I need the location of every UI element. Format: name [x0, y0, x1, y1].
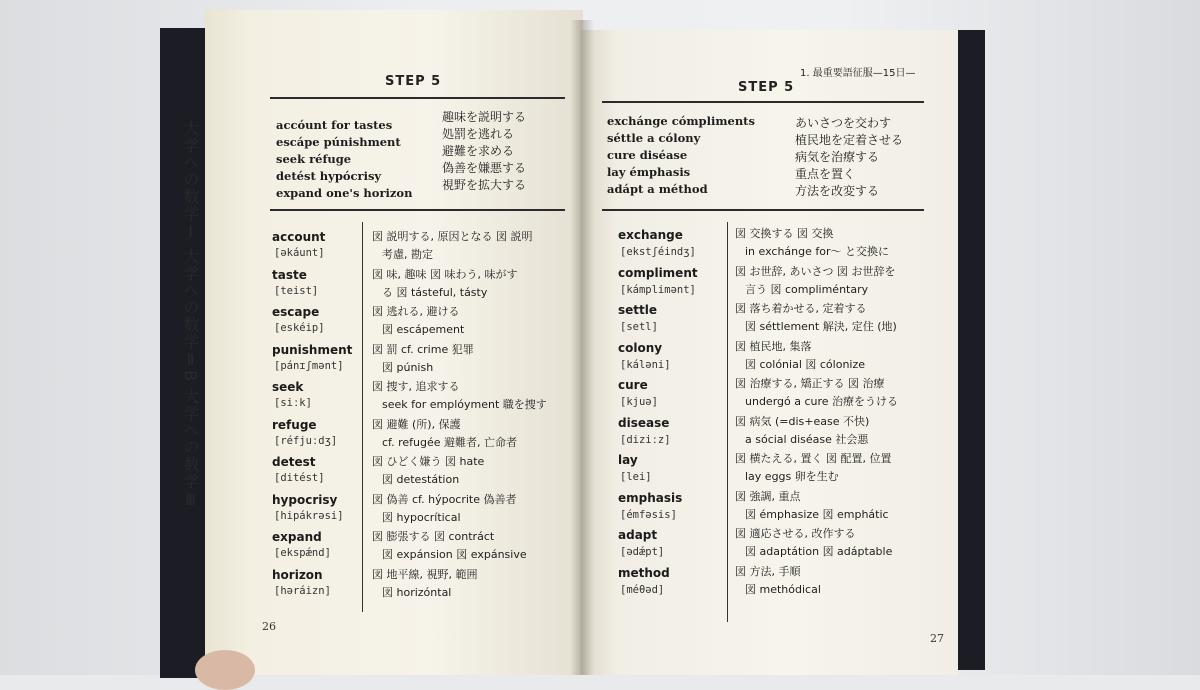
left-step-title: STEP 5 — [385, 74, 442, 89]
right-entry-word: exchange — [618, 228, 683, 242]
right-idiom-japanese: 重点を置く — [795, 167, 856, 181]
left-entry-pronunciation: [pánɪʃmənt] — [274, 359, 344, 372]
left-entry-definition: cf. refugée 避難者, 亡命者 — [382, 435, 518, 449]
left-entry-pronunciation: [əkáunt] — [274, 247, 325, 259]
left-entry-definition: 図 expánsion 図 expánsive — [382, 548, 527, 561]
right-entry-word: adapt — [618, 528, 658, 542]
left-entry-definition: 図 escápement — [382, 323, 465, 336]
right-entry-definition: 図 適応させる, 改作する — [735, 527, 856, 540]
right-entry-pronunciation: [ekstʃéindʒ] — [620, 246, 696, 258]
left-entry-pronunciation: [ekspǽnd] — [274, 547, 331, 559]
left-entry-word: horizon — [272, 567, 323, 582]
left-entry-definition: 図 逃れる, 避ける — [372, 305, 460, 318]
left-entry-word: seek — [272, 380, 304, 394]
left-entry-definition: 図 説明する, 原因となる 図 説明 — [372, 230, 533, 243]
left-idiom-japanese: 処罰を逃れる — [442, 127, 515, 141]
right-idiom-english: exchánge cómpliments — [607, 114, 755, 128]
right-entry-definition: 図 強調, 重点 — [735, 489, 801, 503]
right-page-number: 27 — [930, 632, 944, 645]
left-entry-definition: 図 ひどく嫌う 図 hate — [372, 455, 485, 468]
spine-text: 大学への数学Ⅰ 大学への数学ⅡB 大学への数学Ⅲ — [181, 120, 200, 511]
right-entry-pronunciation: [diziːz] — [620, 433, 671, 446]
right-entry-pronunciation: [ədǽpt] — [620, 546, 665, 558]
right-entry-definition: 図 治療する, 矯正する 図 治療 — [735, 377, 885, 390]
left-entry-definition: 図 罰 cf. crime 犯罪 — [372, 342, 474, 356]
left-idiom-japanese: 趣味を説明する — [442, 110, 527, 124]
right-idiom-japanese: 植民地を定着させる — [795, 133, 904, 147]
right-entry-definition: 図 病気 (=dis+ease 不快) — [735, 414, 870, 428]
right-entry-word: settle — [618, 303, 658, 317]
left-entry-word: escape — [272, 305, 320, 319]
right-idiom-english: adápt a méthod — [607, 182, 708, 196]
right-entry-word: emphasis — [618, 490, 683, 505]
left-entry-definition: 図 detestátion — [382, 473, 460, 486]
left-entry-definition: 図 偽善 cf. hýpocrite 偽善者 — [372, 492, 517, 506]
right-step-title: STEP 5 — [738, 80, 795, 95]
right-entry-pronunciation: [méθəd] — [620, 583, 665, 596]
left-idiom-japanese: 偽善を嫌悪する — [442, 161, 527, 175]
right-entry-definition: 図 落ち着かせる, 定着する — [735, 302, 867, 315]
left-entry-pronunciation: [réfjuːdʒ] — [274, 434, 338, 447]
right-idiom-english: cure diséase — [607, 148, 688, 162]
left-page-number: 26 — [262, 620, 276, 633]
left-idiom-english: seek réfuge — [276, 152, 352, 166]
left-entry-pronunciation: [hipákrəsi] — [274, 509, 344, 522]
left-entry-definition: る 図 tásteful, tásty — [382, 285, 488, 299]
right-entry-definition: 図 colónial 図 cólonize — [745, 357, 866, 371]
right-entry-pronunciation: [kálәni] — [620, 358, 671, 371]
left-entry-word: detest — [272, 455, 316, 469]
right-entry-definition: 図 émphasize 図 emphátic — [745, 507, 889, 521]
right-entry-pronunciation: [lei] — [620, 471, 652, 483]
left-entry-pronunciation: [həráizn] — [274, 584, 331, 597]
left-idiom-english: accóunt for tastes — [276, 118, 393, 132]
right-entry-word: colony — [618, 340, 663, 355]
left-entry-definition: 図 地平線, 視野, 範囲 — [372, 567, 478, 581]
left-entry-definition: 図 púnish — [382, 360, 434, 374]
right-entry-pronunciation: [setl] — [620, 321, 658, 333]
right-entry-definition: 言う 図 compliméntary — [745, 282, 869, 296]
finger — [195, 650, 255, 690]
left-entry-definition: seek for emplóyment 職を捜す — [382, 398, 547, 411]
right-column-rule — [727, 222, 728, 622]
right-entry-pronunciation: [kámplimənt] — [620, 283, 696, 296]
right-entry-definition: 図 séttlement 解決, 定住 (地) — [745, 320, 897, 333]
right-entry-definition: undergó a cure 治療をうける — [745, 395, 899, 408]
left-entry-pronunciation: [eskéip] — [274, 322, 325, 334]
right-entry-definition: 図 methódical — [745, 582, 821, 596]
right-entry-definition: 図 adaptátion 図 adáptable — [745, 545, 893, 558]
left-entry-definition: 図 捜す, 追求する — [372, 380, 460, 393]
right-entry-definition: 図 横たえる, 置く 図 配置, 位置 — [735, 452, 892, 465]
left-idiom-bottom-rule — [270, 209, 565, 211]
left-entry-definition: 考慮, 勘定 — [382, 248, 433, 261]
left-entry-definition: 図 避難 (所), 保護 — [372, 417, 461, 431]
right-idiom-japanese: 病気を治療する — [795, 150, 880, 164]
right-entry-word: compliment — [618, 265, 698, 280]
right-entry-definition: in exchánge for〜 と交換に — [745, 245, 890, 258]
left-entry-definition: 図 horizóntal — [382, 585, 452, 599]
right-entry-definition: 図 お世辞, あいさつ 図 お世辞を — [735, 264, 896, 278]
right-entry-definition: 図 交換する 図 交換 — [735, 227, 834, 240]
right-entry-word: disease — [618, 415, 670, 430]
left-entry-pronunciation: [ditést] — [274, 472, 325, 484]
right-entry-definition: 図 方法, 手順 — [735, 564, 801, 578]
left-entry-definition: 図 hypocrítical — [382, 510, 461, 524]
left-entry-definition: 図 味, 趣味 図 味わう, 味がす — [372, 267, 518, 281]
right-entry-definition: lay eggs 卵を生む — [745, 470, 839, 483]
left-entry-pronunciation: [teist] — [274, 284, 319, 297]
left-entry-word: punishment — [272, 342, 353, 357]
left-idiom-japanese: 視野を拡大する — [442, 178, 527, 192]
book-gutter-shadow — [570, 20, 594, 675]
right-idiom-english: lay émphasis — [607, 165, 691, 179]
right-entry-word: cure — [618, 378, 648, 392]
right-entry-definition: a sócial diséase 社会悪 — [745, 432, 869, 446]
right-entry-pronunciation: [émfəsis] — [620, 508, 677, 521]
right-entry-word: method — [618, 565, 670, 580]
right-idiom-bottom-rule — [602, 209, 924, 211]
left-entry-word: refuge — [272, 417, 317, 432]
right-running-header: 1. 最重要語征服—15日— — [800, 68, 916, 79]
left-entry-definition: 図 膨張する 図 contráct — [372, 530, 495, 543]
right-entry-word: lay — [618, 453, 638, 467]
right-idiom-top-rule — [602, 101, 924, 103]
left-idiom-english: escápe púnishment — [276, 135, 401, 149]
right-idiom-english: séttle a cólony — [607, 131, 701, 145]
left-idiom-top-rule — [270, 97, 565, 99]
right-entry-pronunciation: [kjuə] — [620, 396, 658, 408]
right-idiom-japanese: 方法を改変する — [795, 184, 880, 198]
left-entry-word: expand — [272, 530, 322, 544]
right-entry-definition: 図 植民地, 集落 — [735, 339, 812, 353]
left-entry-word: account — [272, 230, 326, 244]
left-entry-word: taste — [272, 267, 307, 282]
right-idiom-japanese: あいさつを交わす — [795, 116, 892, 130]
left-idiom-english: expand one's horizon — [276, 186, 413, 200]
left-entry-word: hypocrisy — [272, 492, 338, 507]
left-entry-pronunciation: [siːk] — [274, 397, 312, 409]
left-idiom-english: detést hypócrisy — [276, 169, 382, 183]
left-column-rule — [362, 222, 363, 612]
left-idiom-japanese: 避難を求める — [442, 144, 515, 158]
